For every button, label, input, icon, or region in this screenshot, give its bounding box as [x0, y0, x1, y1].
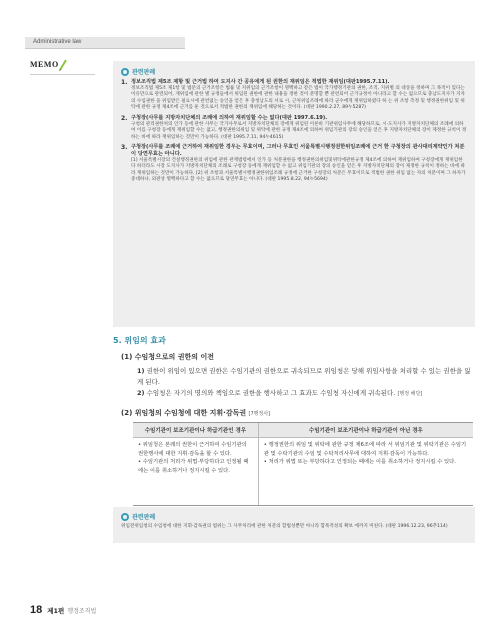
memo-column [30, 60, 110, 620]
table-header: 수임기관이 보조기관이나 하급기관이 아닌 경우 [258, 423, 473, 438]
related-cases-box-bottom [113, 507, 475, 543]
related-cases-header [121, 512, 467, 521]
header-tab [25, 37, 185, 49]
related-cases-box-top [113, 61, 475, 327]
case-body [131, 79, 467, 112]
table-cell: • 위임청은 본래의 권한이 근거하여 수임기관의 권한행사에 대한 지휘·감독을 할 수 있다. • 수임기관의 처리가 위법·부당하다고 인정될 때에는 이를 취소하거나 정지시킬 수 있다. [133, 438, 258, 506]
case-number: 2. [121, 114, 128, 122]
case-text: [1] 서울특별시장의 건설행정권한의 위임에 관한 관계법령에서 인가 등 처분권한을 행정권한의위임및위탁에관한규정 제4조에 의하여 재위임하여 구청장에게 재위임한다 하더라도 시장 도지사가 지방자치단체의 조례로 구청장 등에게 재위임할 수 없고 위임기관의 장의 승인을 얻은 후 지방자치단체의 장이 제정한 규칙이 정하는 바에 따라 재위임하는 것만이 가능하다. [2] 위 조항과 서울특별시행정권한위임조례 규정에 근거한 구청장의 처분은 무효이므로 적법한 권한 위임 없는 자의 처분이며 그 하자가 중대하나, 외관상 명백하다고 할 수는 없으므로 당연무효는 아니다. (대판 1995.8.22, 94누5694) [131, 157, 466, 183]
table-row [133, 438, 473, 506]
paragraph-text: 수임청은 자기의 명의와 책임으로 권한을 행사하고 그 효과도 수임청 자신에게 귀속된다. [146, 389, 396, 397]
page-footer [30, 604, 96, 616]
case-item [121, 144, 467, 184]
paragraph-number: 2) [137, 389, 145, 397]
case-body [131, 144, 467, 184]
case-body [131, 115, 467, 141]
paragraph-2 [137, 388, 473, 400]
case-lead: 구청장(사무를 지방자치단체의 조례에 의하여 재위임할 수는 없다(대판 1997.6.19). [131, 114, 328, 121]
case-number: 1. [121, 79, 128, 86]
paragraph-1 [137, 366, 473, 388]
case-item [121, 79, 467, 112]
comparison-table [133, 422, 473, 506]
case-lead: 정보조직법 제5조 제항 및 근거법 하여 도지사 간 공유에게 된 권한의 재위임은 적법한 재위임(대판1995.7.11). [131, 79, 390, 85]
paragraph-text: 권한이 위임이 있으면 권한은 수임기관의 권한으로 귀속되므로 위임청은 당해 위임사항을 처리할 수 있는 권한을 잃게 된다. [137, 367, 471, 386]
related-cases-title: 관련판례 [132, 514, 156, 521]
subsection-title-text: (2) 위임청의 수임청에 대한 지휘·감독권 [121, 409, 247, 417]
case-text: 구청의 관리권한쳐의 인가 등에 관한 사무는 국가사무로서 지방자치단체의 장에게 위임된 이른바 기관위임사무에 해당하므로, 시·도지사가 지방자치단체의 조례에 의하여 이를 구청장 등에게 재위임할 수는 없고, 행정권한의위임 및 위탁에 관한 규정 제4조에 의하여 위임기관의 장의 승인을 얻은 후 지방자치단체의 장이 제정한 규칙이 정하는 바에 따라 재위임하는 것만이 가능하다. (대판 1995.7.11, 94누4615) [131, 121, 467, 140]
case-lead: 구청장(사무를 조례에 근거하여 재위임한 경우는 무효이며, 그러나 무효인 서울특별시행정권한위임조례에 근거 한 구청장의 관사대리계약인가 처분이 당연무효는 아니다. [131, 144, 465, 157]
related-cases-title: 관련판례 [132, 69, 156, 76]
case-icon [121, 513, 129, 521]
table-header: 수임기관이 보조기관이나 하급기관인 경우 [133, 423, 258, 438]
memo-label: MEMO [30, 60, 59, 69]
case-icon [121, 68, 129, 76]
related-cases-header [121, 67, 467, 76]
exam-tag: [행정 해당] [397, 391, 423, 397]
case-number: 3. [121, 144, 128, 152]
chapter-label: 행정조직법 [67, 608, 97, 615]
section-title: 5. 위임의 효과 [113, 336, 166, 345]
subsection-title-1: (1) 수임청으로의 권한의 이전 [121, 353, 214, 361]
case-item [121, 115, 467, 141]
page-number: 18 [30, 604, 43, 616]
case-text: 정보조직법 제5조 제1항 및 법문의 근거조항은 법률 및 지위임의 근거조항이 명백하고 같은 법이 국가행정기관의 권한, 조직, 지위별 의 대상을 정하며 그 목적이 있다는 이유만으로 관련되어, 재위임에 관한 별 규정들에서 위임된 권한에 관한 내용을 정한 것이 분명할 뿐 관련되어 근거규정이 아니라고 할 수는 없으므로 충남도지사가 지자의 수임권한 을 위임받은 필요시에 관련없는 승인을 얻은 후 충청남도의 서로 시, 근처위임조례에 따라 군수에게 재위임하였다 하 는 위 조항 측정 및 행정권한위임 및 위탁에 관한 규정 제4조에 근거를 둔 것으로서 적법한 권한의 재위임에 해당하는 것이다. (대판 1990.2.27, 89누5287) [131, 85, 465, 111]
table-cell: • 행정권한의 위임 및 위탁에 관한 규정 제6조에 따라 서 위임기관 및 위탁기관은 수임기관 및 수탁기관의 수임 및 수탁처리사무에 대하여 지휘·감독이 가능하다. • 처리가 위법 또는 부당하다고 인정되는 때에는 이를 취소하거나 정지시킬 수 있다. [258, 438, 473, 506]
pencil-icon [58, 58, 68, 72]
paragraph-number: 1) [137, 367, 145, 375]
case-text: 위임전위임청의 수임청에 대한 지휘·감독권의 범위는 그 사무처리에 관한 처분의 합법성뿐만 아니라 합목적성의 확보 에까지 미친다. (대판 1996.12.23, 96추114) [121, 524, 448, 529]
part-label: 제1편 [47, 607, 65, 615]
header-title: Administrative law [33, 39, 82, 45]
memo-divider [30, 74, 95, 75]
subsection-title-2 [121, 408, 270, 418]
exam-tag: [7행정사] [248, 411, 271, 417]
